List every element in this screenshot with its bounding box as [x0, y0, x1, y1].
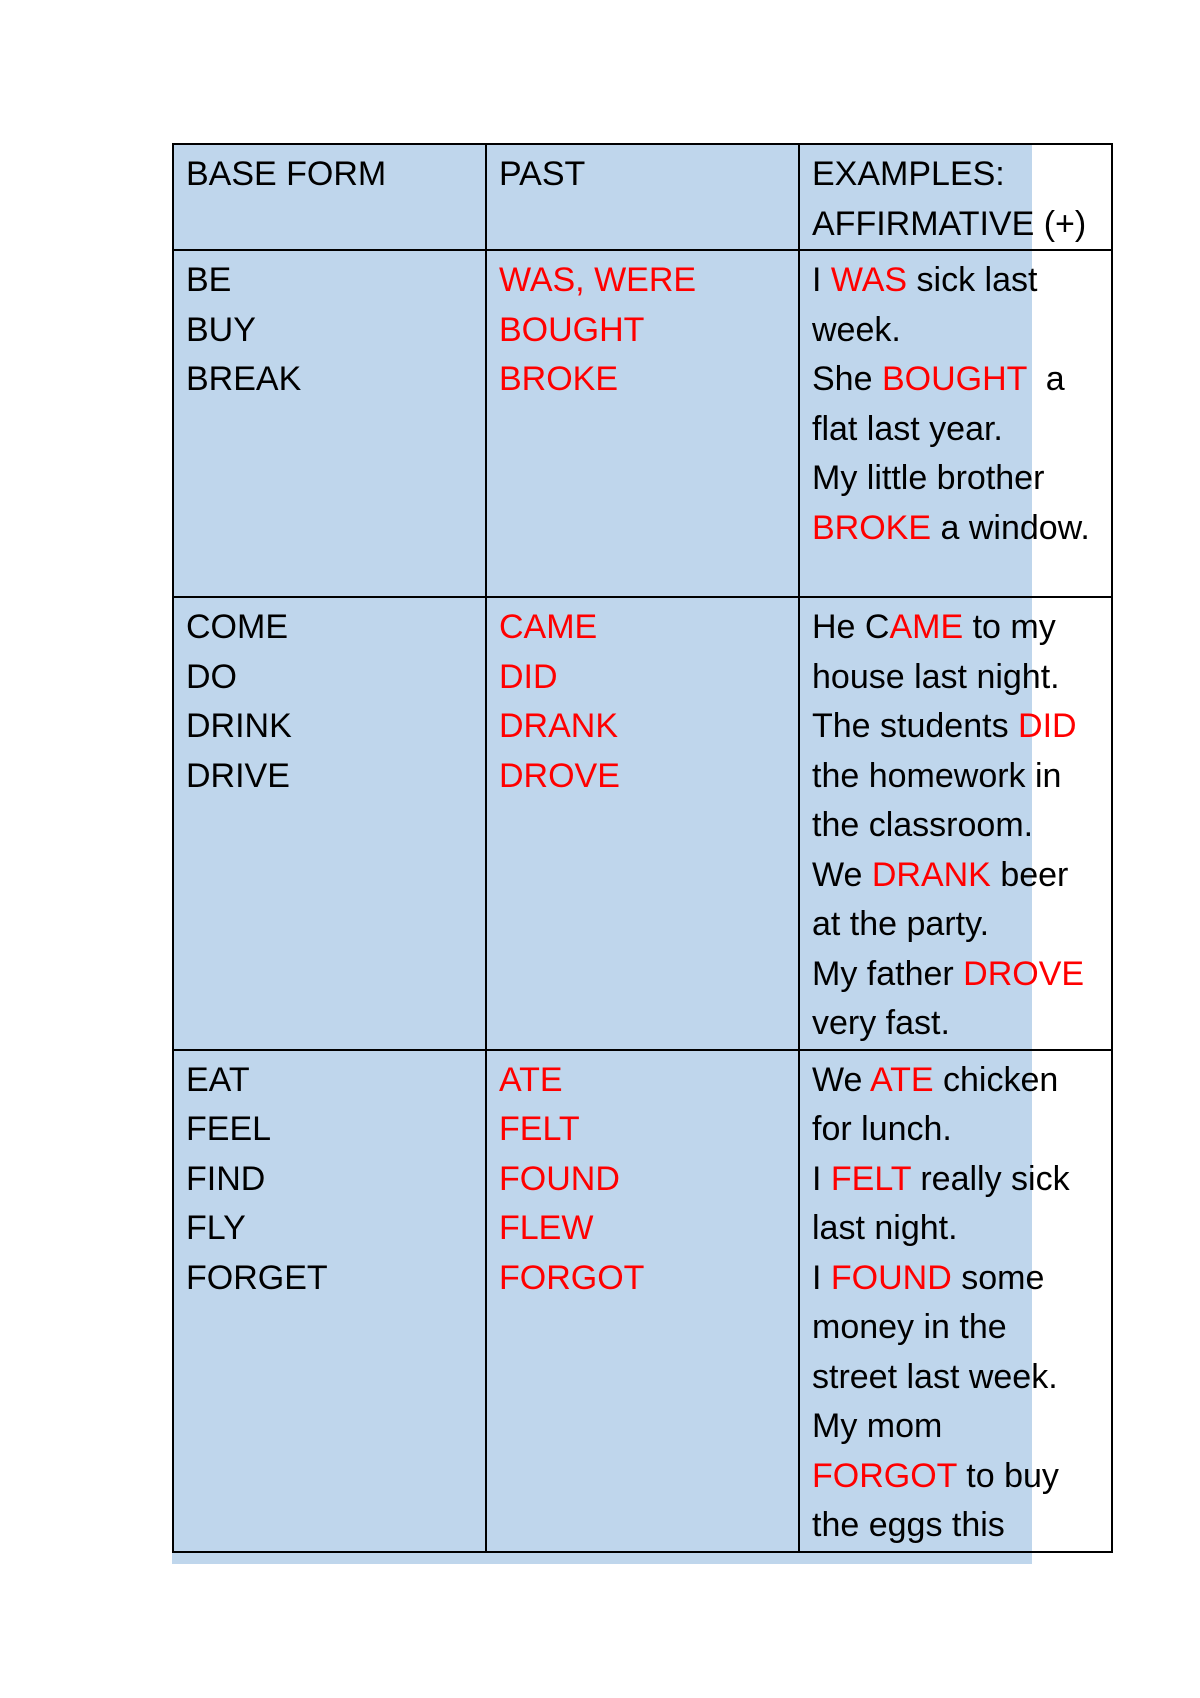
past-form-verb: DROVE [499, 756, 620, 795]
past-form-cell [486, 250, 799, 597]
example-text: street last week. [812, 1357, 1058, 1396]
past-form-verb: BOUGHT [499, 310, 645, 349]
example-text: last night. [812, 1209, 958, 1247]
example-text: We [812, 1060, 870, 1099]
example-line [812, 355, 1099, 405]
example-line [812, 1254, 1099, 1304]
example-text: My little brother [812, 459, 1045, 497]
example-text: for lunch. [812, 1110, 952, 1148]
example-verb: AME [889, 608, 964, 646]
example-verb: ATE [869, 1060, 934, 1099]
example-text: The students [812, 707, 1019, 745]
header-past [486, 144, 799, 250]
past-form-verb: BROKE [499, 360, 619, 398]
header-row [173, 144, 1112, 250]
past-form-verb: DID [499, 657, 558, 696]
example-text: to buy [956, 1456, 1059, 1495]
examples-cell [799, 597, 1112, 1050]
header-past-text: PAST [499, 155, 586, 193]
example-verb: FELT [830, 1159, 911, 1198]
example-text: the classroom. [812, 806, 1034, 844]
verb-group-row [173, 1050, 1112, 1552]
example-text: sick last [907, 261, 1038, 299]
example-text: flat last year. [812, 409, 1003, 448]
example-line [812, 405, 1099, 455]
base-form-verb: DO [186, 657, 237, 696]
example-verb: DID [1018, 707, 1077, 745]
example-text: the eggs this [812, 1506, 1005, 1544]
example-line [812, 603, 1099, 653]
example-text: to my [963, 608, 1056, 646]
example-line [812, 851, 1099, 901]
example-line [812, 504, 1099, 554]
example-line [812, 999, 1099, 1049]
past-form-verb: FLEW [499, 1209, 594, 1247]
example-text: My mom [812, 1407, 943, 1445]
header-base-form [173, 144, 486, 250]
base-form-verb: FIND [186, 1159, 266, 1198]
example-line [812, 653, 1099, 703]
example-text: My father [812, 954, 964, 993]
base-form-cell [173, 250, 486, 597]
base-form-verb: BUY [186, 310, 256, 349]
example-text: We [812, 855, 872, 894]
example-line [812, 702, 1099, 752]
example-line [812, 1155, 1099, 1205]
example-line [812, 752, 1099, 802]
example-verb: DRANK [871, 855, 991, 894]
base-form-verb: COME [186, 608, 288, 646]
example-line [812, 454, 1099, 504]
example-line [812, 1105, 1099, 1155]
example-line [812, 1204, 1099, 1254]
example-text: She [812, 360, 882, 398]
header-base-form-text: BASE FORM [186, 155, 387, 193]
example-verb: FORGOT [812, 1456, 957, 1495]
example-text: beer [990, 855, 1069, 894]
example-line [812, 1452, 1099, 1502]
base-form-verb: EAT [186, 1060, 250, 1099]
example-line [812, 1056, 1099, 1106]
base-form-verb: BE [186, 261, 232, 299]
verb-group-row [173, 597, 1112, 1050]
example-text: He C [812, 608, 890, 646]
header-examples-line-2: AFFIRMATIVE (+) [812, 204, 1087, 243]
base-form-verb: BREAK [186, 360, 302, 398]
example-text: very fast. [812, 1004, 950, 1042]
example-line [812, 256, 1099, 306]
example-text: I [812, 261, 831, 299]
past-form-verb: CAME [499, 608, 598, 646]
past-form-cell [486, 597, 799, 1050]
header-examples [799, 144, 1112, 250]
example-verb: DROVE [963, 954, 1085, 993]
example-verb: BROKE [812, 508, 932, 547]
example-text: the homework in [812, 756, 1062, 795]
example-line [812, 900, 1099, 950]
base-form-verb: FORGET [186, 1258, 328, 1297]
example-line [812, 1303, 1099, 1353]
verb-group-row [173, 250, 1112, 597]
example-text: I [812, 1159, 831, 1198]
example-line [812, 1501, 1099, 1551]
example-line [812, 950, 1099, 1000]
example-line [812, 1353, 1099, 1403]
example-text: week. [812, 310, 901, 349]
examples-cell [799, 250, 1112, 597]
past-form-verb: DRANK [499, 707, 619, 745]
header-examples-line-1: EXAMPLES: [812, 155, 1005, 193]
example-text: house last night. [812, 657, 1060, 696]
past-form-verb: WAS, WERE [499, 261, 697, 299]
example-line [812, 1402, 1099, 1452]
example-verb: WAS [830, 261, 908, 299]
example-text: some [951, 1258, 1045, 1297]
past-form-verb: FELT [499, 1110, 580, 1148]
example-line [812, 306, 1099, 356]
base-form-cell [173, 597, 486, 1050]
example-text: a [1026, 360, 1065, 398]
example-text: really sick [910, 1159, 1070, 1198]
base-form-verb: FLY [186, 1209, 246, 1247]
past-form-verb: FORGOT [499, 1258, 645, 1297]
base-form-verb: FEEL [186, 1110, 272, 1148]
example-text: money in the [812, 1308, 1007, 1346]
example-text: I [812, 1258, 831, 1297]
past-form-cell [486, 1050, 799, 1552]
examples-cell [799, 1050, 1112, 1552]
example-line [812, 801, 1099, 851]
example-text: a window. [931, 508, 1090, 547]
example-verb: BOUGHT [881, 360, 1027, 398]
example-text: at the party. [812, 905, 990, 943]
past-form-verb: ATE [499, 1060, 563, 1099]
example-text: chicken [933, 1060, 1059, 1099]
irregular-verbs-table [172, 143, 1113, 1553]
base-form-verb: DRIVE [186, 756, 290, 795]
past-form-verb: FOUND [499, 1159, 620, 1198]
base-form-verb: DRINK [186, 707, 292, 745]
base-form-cell [173, 1050, 486, 1552]
example-verb: FOUND [830, 1258, 952, 1297]
